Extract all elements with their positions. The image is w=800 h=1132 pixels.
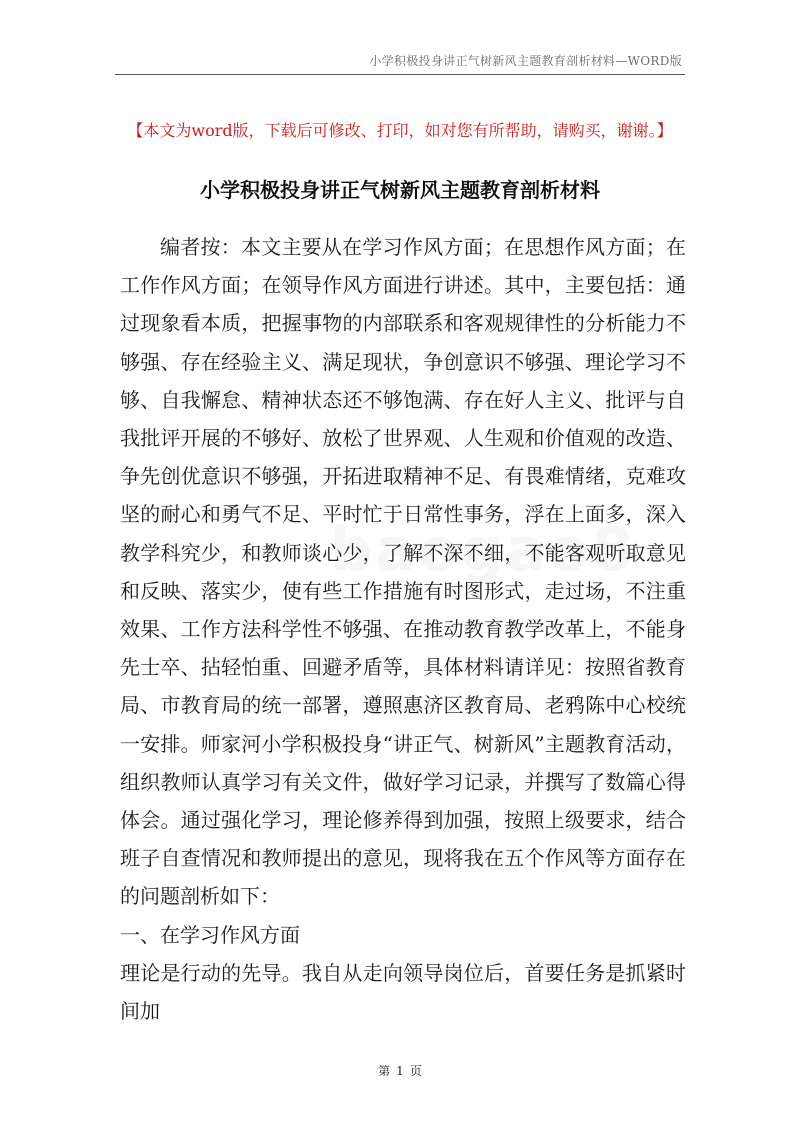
page-suffix: 页 — [409, 1064, 422, 1078]
page-number-value: 1 — [396, 1064, 404, 1078]
document-body — [120, 228, 686, 1030]
download-notice: 【本文为word版，下载后可修改、打印，如对您有所帮助，请购买，谢谢。】 — [127, 121, 673, 140]
section-paragraph: 理论是行动的先导。我自从走向领导岗位后，首要任务是抓紧时间加 — [120, 960, 686, 1024]
document-title: 小学积极投身讲正气树新风主题教育剖析材料 — [200, 178, 600, 202]
page-prefix: 第 — [378, 1064, 391, 1078]
intro-paragraph: 编者按：本文主要从在学习作风方面；在思想作风方面；在工作作风方面；在领导作风方面进行讲述。其中，主要包括：通过现象看本质，把握事物的内部联系和客观规律性的分析能力不够强、存在经验主义、满足现状，争创意识不够强、理论学习不够、自我懈怠、精神状态还不够饱满、存在好人主义、批评与自我批评开展的不够好、放松了世界观、人生观和价值观的改造、争先创优意识不够强，开拓进取精神不足、有畏难情绪，克难攻坚的耐心和勇气不足、平时忙于日常性事务，浮在上面多，深入教学科究少，和教师谈心少，了解不深不细，不能客观听取意见和反映、落实少，使有些工作措施有时图形式，走过场，不注重效果、工作方法科学性不够强、在推动教育教学改革上，不能身先士卒、拈轻怕重、回避矛盾等，具体材料请详见：按照省教育局、市教育局的统一部署，遵照惠济区教育局、老鸦陈中心校统一安排。师家河小学积极投身“讲正气、树新风”主题教育活动，组织教师认真学习有关文件，做好学习记录，并撰写了数篇心得体会。通过强化学习，理论修养得到加强，按照上级要求，结合班子自查情况和教师提出的意见，现将我在五个作风等方面存在的问题剖析如下： — [120, 235, 686, 909]
section-heading: 一、在学习作风方面 — [120, 922, 300, 947]
running-header: 小学积极投身讲正气树新风主题教育剖析材料—WORD版 — [369, 54, 682, 68]
header-divider — [115, 74, 685, 75]
page-number — [0, 1062, 800, 1079]
